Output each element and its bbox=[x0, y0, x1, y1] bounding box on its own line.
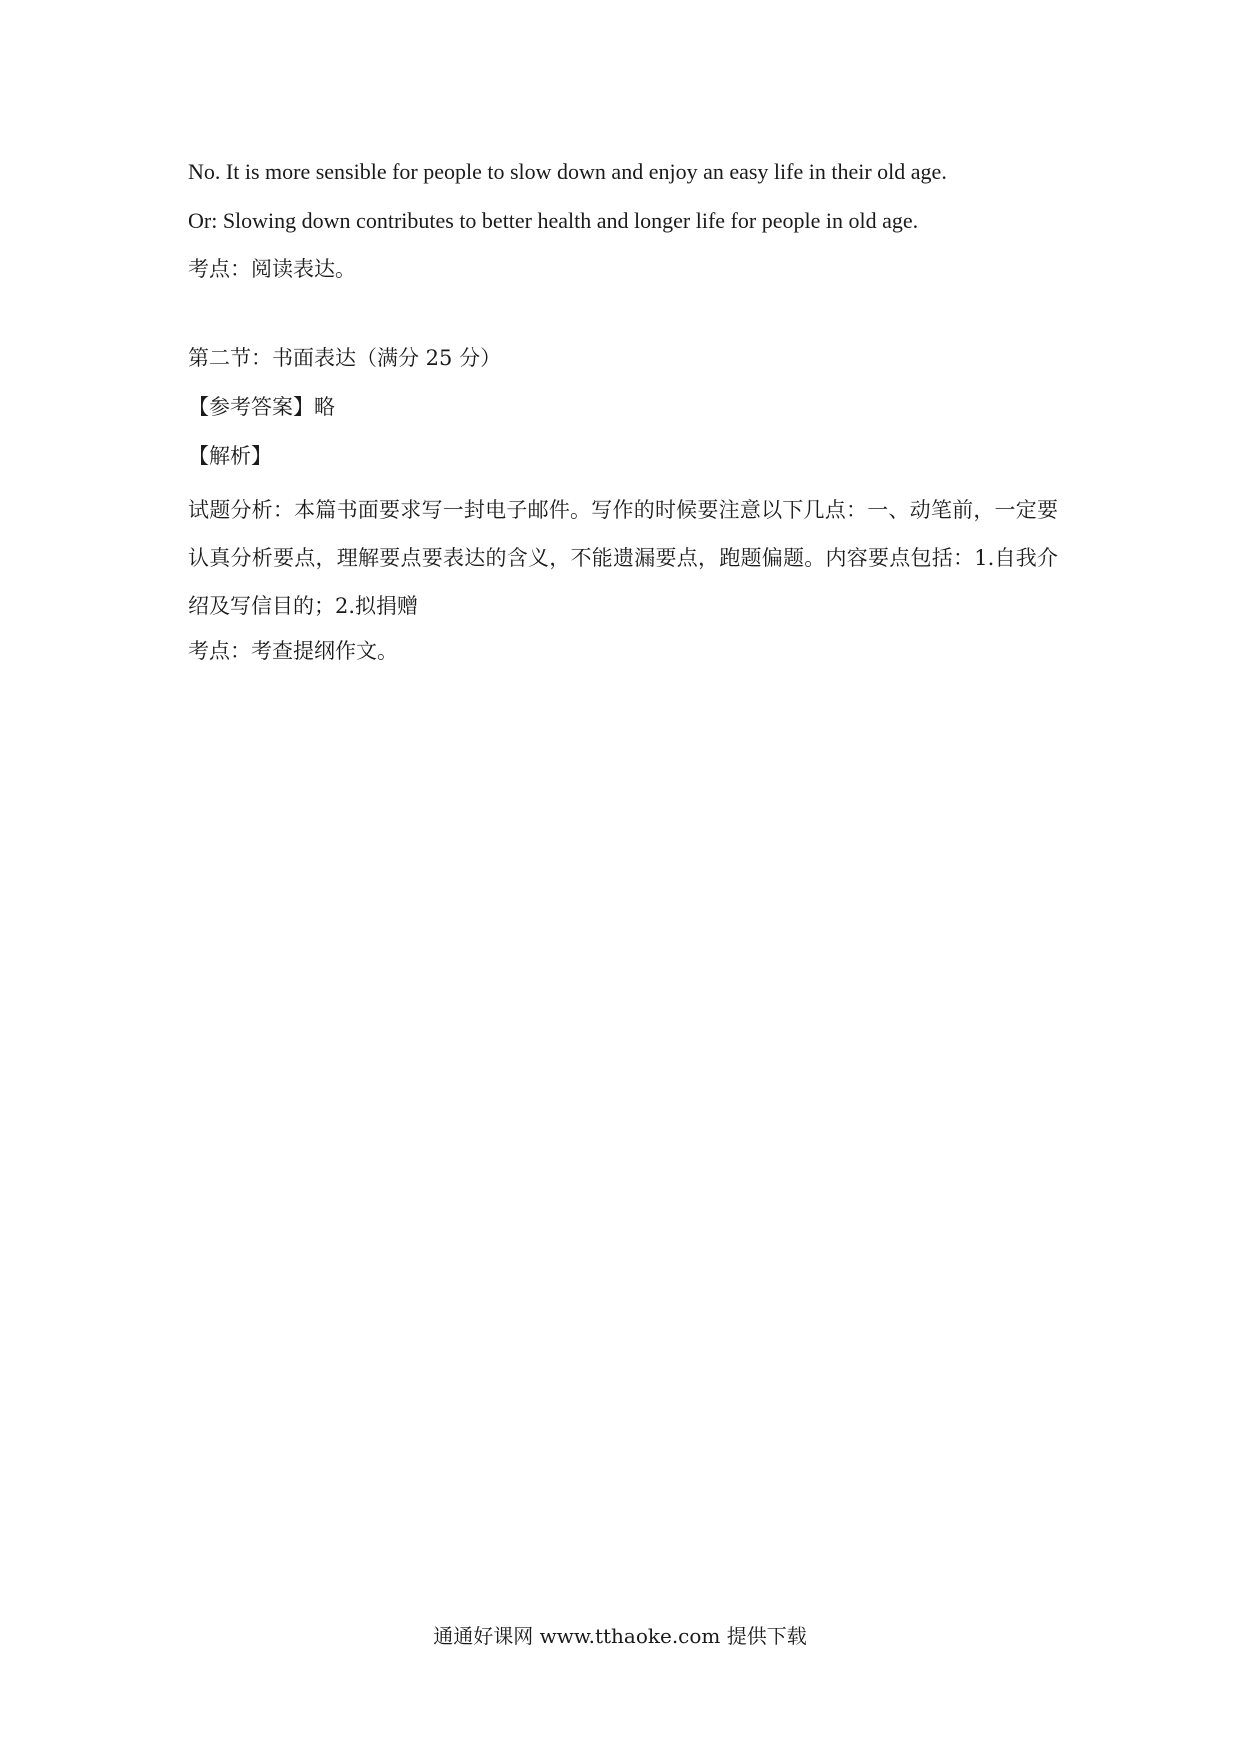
answer-line-1: No. It is more sensible for people to slow down and enjoy an easy life in their old age. bbox=[188, 159, 947, 184]
analysis-block bbox=[188, 486, 1066, 630]
section2-kaodian: 考点：考查提纲作文。 bbox=[188, 639, 398, 663]
analysis-label: 【解析】 bbox=[188, 444, 272, 468]
reference-answer: 【参考答案】略 bbox=[188, 395, 335, 419]
page-content bbox=[188, 158, 1066, 665]
analysis-text: 试题分析：本篇书面要求写一封电子邮件。写作的时候要注意以下几点：一、动笔前，一定要认真分析要点，理解要点要表达的含义，不能遗漏要点，跑题偏题。内容要点包括：1.自我介绍及写信目的；2.拟捐赠 bbox=[188, 498, 1058, 618]
answer-kaodian: 考点：阅读表达。 bbox=[188, 257, 356, 281]
footer-credit: 通通好课网 www.tthaoke.com 提供下载 bbox=[433, 1624, 807, 1648]
section2-heading: 第二节：书面表达（满分 25 分） bbox=[188, 346, 502, 370]
answer-line-2: Or: Slowing down contributes to better health and longer life for people in old age. bbox=[188, 208, 919, 233]
